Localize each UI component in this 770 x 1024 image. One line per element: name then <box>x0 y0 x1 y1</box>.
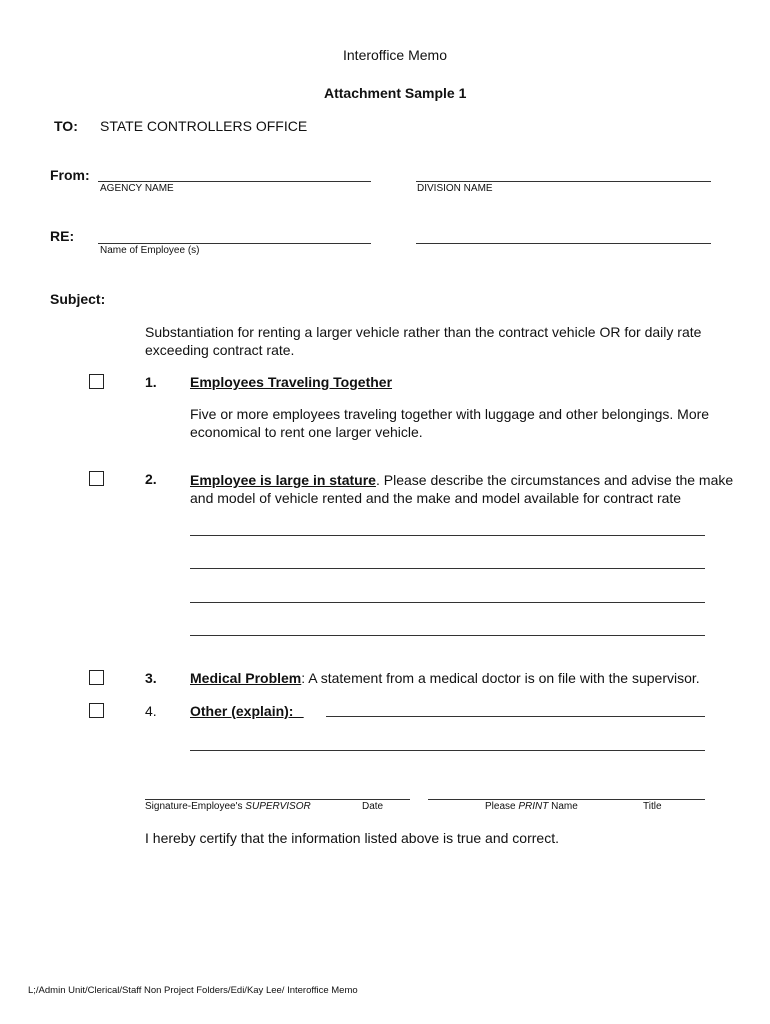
item-2-answer-line-4[interactable] <box>190 635 705 636</box>
item-1-heading: Employees Traveling Together <box>190 374 393 390</box>
item-2-paragraph <box>190 471 738 507</box>
certify-statement: I hereby certify that the information listed above is true and correct. <box>145 830 559 846</box>
print-name-field[interactable] <box>428 799 705 800</box>
item-3-number: 3. <box>145 670 157 686</box>
subject-label: Subject: <box>50 291 106 307</box>
item-4-number: 4. <box>145 703 157 719</box>
to-value: STATE CONTROLLERS OFFICE <box>100 118 308 134</box>
item-2-answer-line-3[interactable] <box>190 602 705 603</box>
division-name-caption: DIVISION NAME <box>417 183 493 194</box>
division-name-field[interactable] <box>416 181 711 182</box>
memo-subtitle: Attachment Sample 1 <box>324 85 467 101</box>
item-1-number: 1. <box>145 374 157 390</box>
supervisor-word: SUPERVISOR <box>245 801 311 812</box>
print-word: PRINT <box>518 801 549 812</box>
to-label: TO: <box>54 118 78 134</box>
item-2-answer-line-1[interactable] <box>190 535 705 536</box>
title-caption: Title <box>643 801 662 812</box>
footer-path: L;/Admin Unit/Clerical/Staff Non Project Folders/Edi/Kay Lee/ Interoffice Memo <box>28 985 358 996</box>
date-caption: Date <box>362 801 384 812</box>
memo-title: Interoffice Memo <box>343 47 448 63</box>
re-second-field[interactable] <box>416 243 711 244</box>
employee-name-caption: Name of Employee (s) <box>100 245 200 256</box>
item-4-explain-field[interactable] <box>326 716 705 717</box>
print-suffix: Name <box>548 801 578 812</box>
subject-text: Substantiation for renting a larger vehicle rather than the contract vehicle OR for daily rate exceeding contract rate. <box>145 324 702 358</box>
agency-name-caption: AGENCY NAME <box>100 183 174 194</box>
print-name-caption <box>485 801 578 812</box>
supervisor-signature-field[interactable] <box>145 799 410 800</box>
supervisor-prefix: Signature-Employee's <box>145 801 246 812</box>
from-label: From: <box>50 167 90 183</box>
item-2-number: 2. <box>145 471 157 487</box>
supervisor-signature-caption <box>145 801 311 812</box>
item-2-heading: Employee is large in stature <box>190 472 376 488</box>
employee-name-field[interactable] <box>98 243 371 244</box>
item-3-heading: Medical Problem <box>190 670 302 686</box>
item-4-heading: Other (explain): <box>190 703 294 719</box>
item-1-text: Five or more employees traveling together with luggage and other belongings. More economical to rent one larger vehicle. <box>190 406 710 440</box>
item-3-paragraph <box>190 670 700 686</box>
item-1-checkbox[interactable] <box>89 374 104 389</box>
item-4-checkbox[interactable] <box>89 703 104 718</box>
agency-name-field[interactable] <box>98 181 371 182</box>
item-4-answer-line-2[interactable] <box>190 750 705 751</box>
item-2-checkbox[interactable] <box>89 471 104 486</box>
item-2-answer-line-2[interactable] <box>190 568 705 569</box>
item-3-checkbox[interactable] <box>89 670 104 685</box>
item-3-text: : A statement from a medical doctor is on file with the supervisor. <box>301 670 700 686</box>
item-4-heading-underline-tail <box>292 703 304 719</box>
re-label: RE: <box>50 228 75 244</box>
item-2-text: . Please describe the circumstances and advise the make and model of vehicle rented and the make and model available for contract rate <box>190 472 734 506</box>
print-prefix: Please <box>485 801 519 812</box>
